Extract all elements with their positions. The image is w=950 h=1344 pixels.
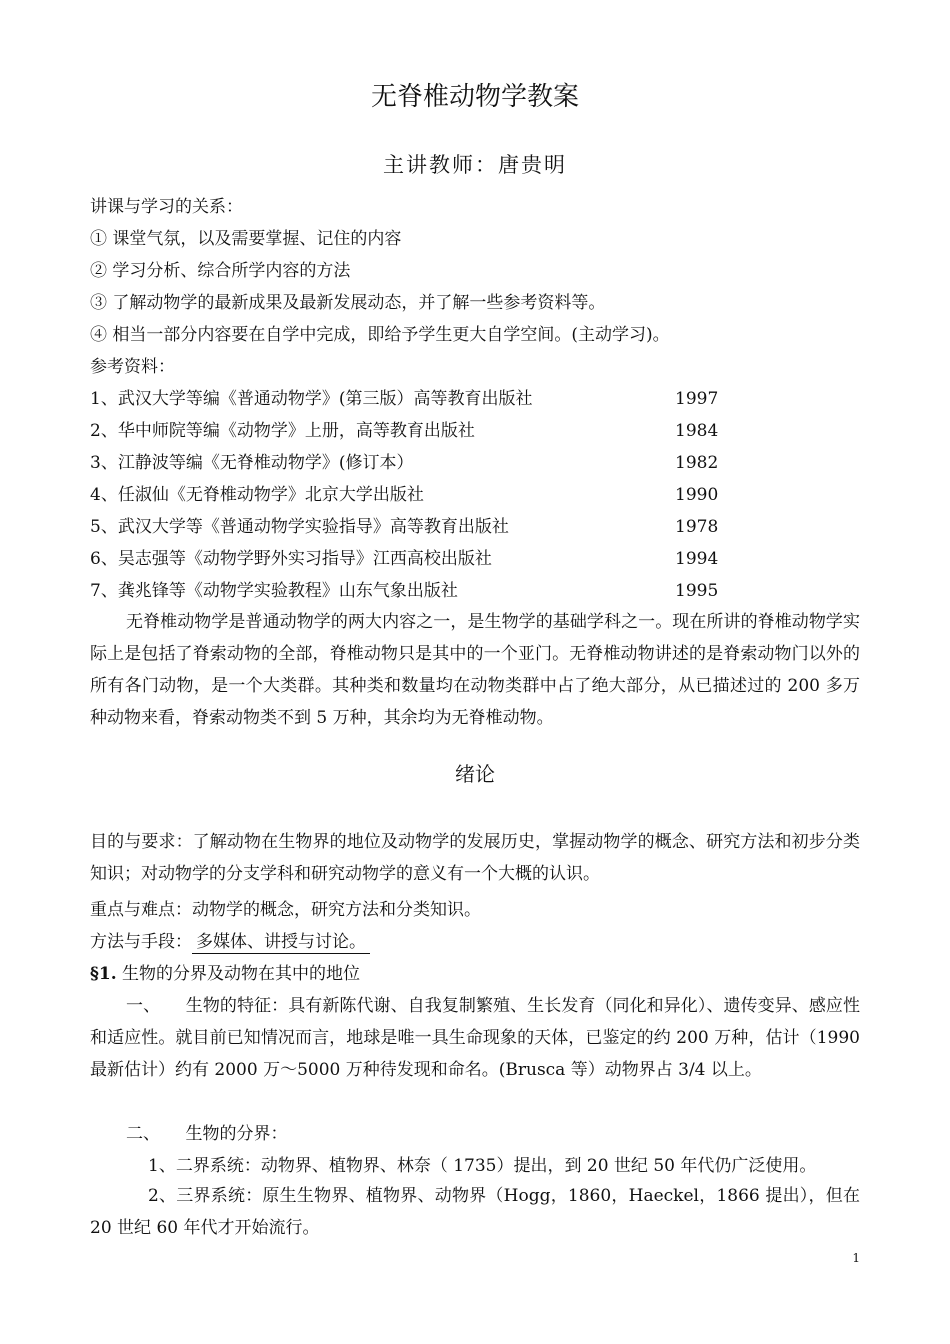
ref-item (90, 451, 718, 475)
sub1-line: 1、二界系统：动物界、植物界、林奈（ 1735）提出，到 20 世纪 50 年代仍广泛使用。 (148, 1156, 817, 1176)
goals-paragraph: 目的与要求：了解动物在生物界的地位及动物学的发展历史，掌握动物学的概念、研究方法和初步分类知识；对动物学的分支学科和研究动物学的意义有一个大概的认识。 (90, 832, 860, 884)
relation-item-3: ③ 了解动物学的最新成果及最新发展动态，并了解一些参考资料等。 (90, 293, 606, 313)
key-points: 重点与难点：动物学的概念，研究方法和分类知识。 (90, 900, 481, 920)
section1-title: 生物的分界及动物在其中的地位 (122, 964, 361, 984)
ref-item (90, 579, 718, 603)
refs-heading: 参考资料： (90, 357, 175, 377)
page-number: 1 (852, 1251, 860, 1265)
ref-item (90, 419, 718, 443)
methods-value: 多媒体、讲授与讨论。 (192, 932, 370, 954)
item1-paragraph: 一、 生物的特征：具有新陈代谢、自我复制繁殖、生长发育（同化和异化）、遗传变异、感应性和适应性。就目前已知情况而言，地球是唯一具生命现象的天体，已鉴定的约 200 万种，估计（1990 最新估计）约有 2000 万～5000 万种待发现和命名。(Brusca 等）动物界占 3/4 以上。 (90, 996, 860, 1080)
ref-year: 1984 (675, 421, 719, 441)
ref-year: 1982 (675, 453, 719, 473)
teacher-line: 主讲教师：唐贵明 (383, 153, 567, 177)
ref-text: 7、龚兆锋等《动物学实验教程》山东气象出版社 (90, 581, 458, 601)
ref-text: 3、江静波等编《无脊椎动物学》(修订本） (90, 453, 414, 473)
ref-year: 1990 (675, 485, 719, 505)
section1-heading (90, 962, 360, 986)
methods-line (90, 930, 370, 954)
relation-item-2: ② 学习分析、综合所学内容的方法 (90, 261, 351, 281)
ref-item (90, 515, 718, 539)
item2-heading: 二、 生物的分界： (126, 1124, 288, 1144)
ref-item (90, 387, 718, 411)
section1-number: §1. (90, 964, 117, 984)
methods-label: 方法与手段： (90, 932, 192, 952)
sub2-paragraph: 2、三界系统：原生生物界、植物界、动物界（Hogg，1860，Haeckel，1866 提出），但在 20 世纪 60 年代才开始流行。 (90, 1186, 860, 1238)
relation-item-4: ④ 相当一部分内容要在自学中完成，即给予学生更大自学空间。(主动学习)。 (90, 325, 670, 345)
relation-item-1: ① 课堂气氛，以及需要掌握、记住的内容 (90, 229, 402, 249)
ref-text: 2、华中师院等编《动物学》上册，高等教育出版社 (90, 421, 475, 441)
ref-text: 1、武汉大学等编《普通动物学》(第三版）高等教育出版社 (90, 389, 533, 409)
ref-text: 5、武汉大学等《普通动物学实验指导》高等教育出版社 (90, 517, 509, 537)
ref-year: 1978 (675, 517, 719, 537)
ref-item (90, 547, 718, 571)
section-heading: 绪论 (455, 762, 495, 786)
document-title: 无脊椎动物学教案 (370, 82, 579, 112)
ref-text: 4、任淑仙《无脊椎动物学》北京大学出版社 (90, 485, 424, 505)
ref-year: 1997 (675, 389, 719, 409)
relation-heading: 讲课与学习的关系： (90, 197, 243, 217)
ref-year: 1995 (675, 581, 719, 601)
ref-text: 6、吴志强等《动物学野外实习指导》江西高校出版社 (90, 549, 492, 569)
intro-paragraph: 无脊椎动物学是普通动物学的两大内容之一，是生物学的基础学科之一。现在所讲的脊椎动物学实际上是包括了脊索动物的全部，脊椎动物只是其中的一个亚门。无脊椎动物讲述的是脊索动物门以外的所有各门动物，是一个大类群。其种类和数量均在动物类群中占了绝大部分，从已描述过的 200 多万种动物来看，脊索动物类不到 5 万种，其余均为无脊椎动物。 (90, 612, 860, 728)
ref-year: 1994 (675, 549, 719, 569)
ref-item (90, 483, 718, 507)
